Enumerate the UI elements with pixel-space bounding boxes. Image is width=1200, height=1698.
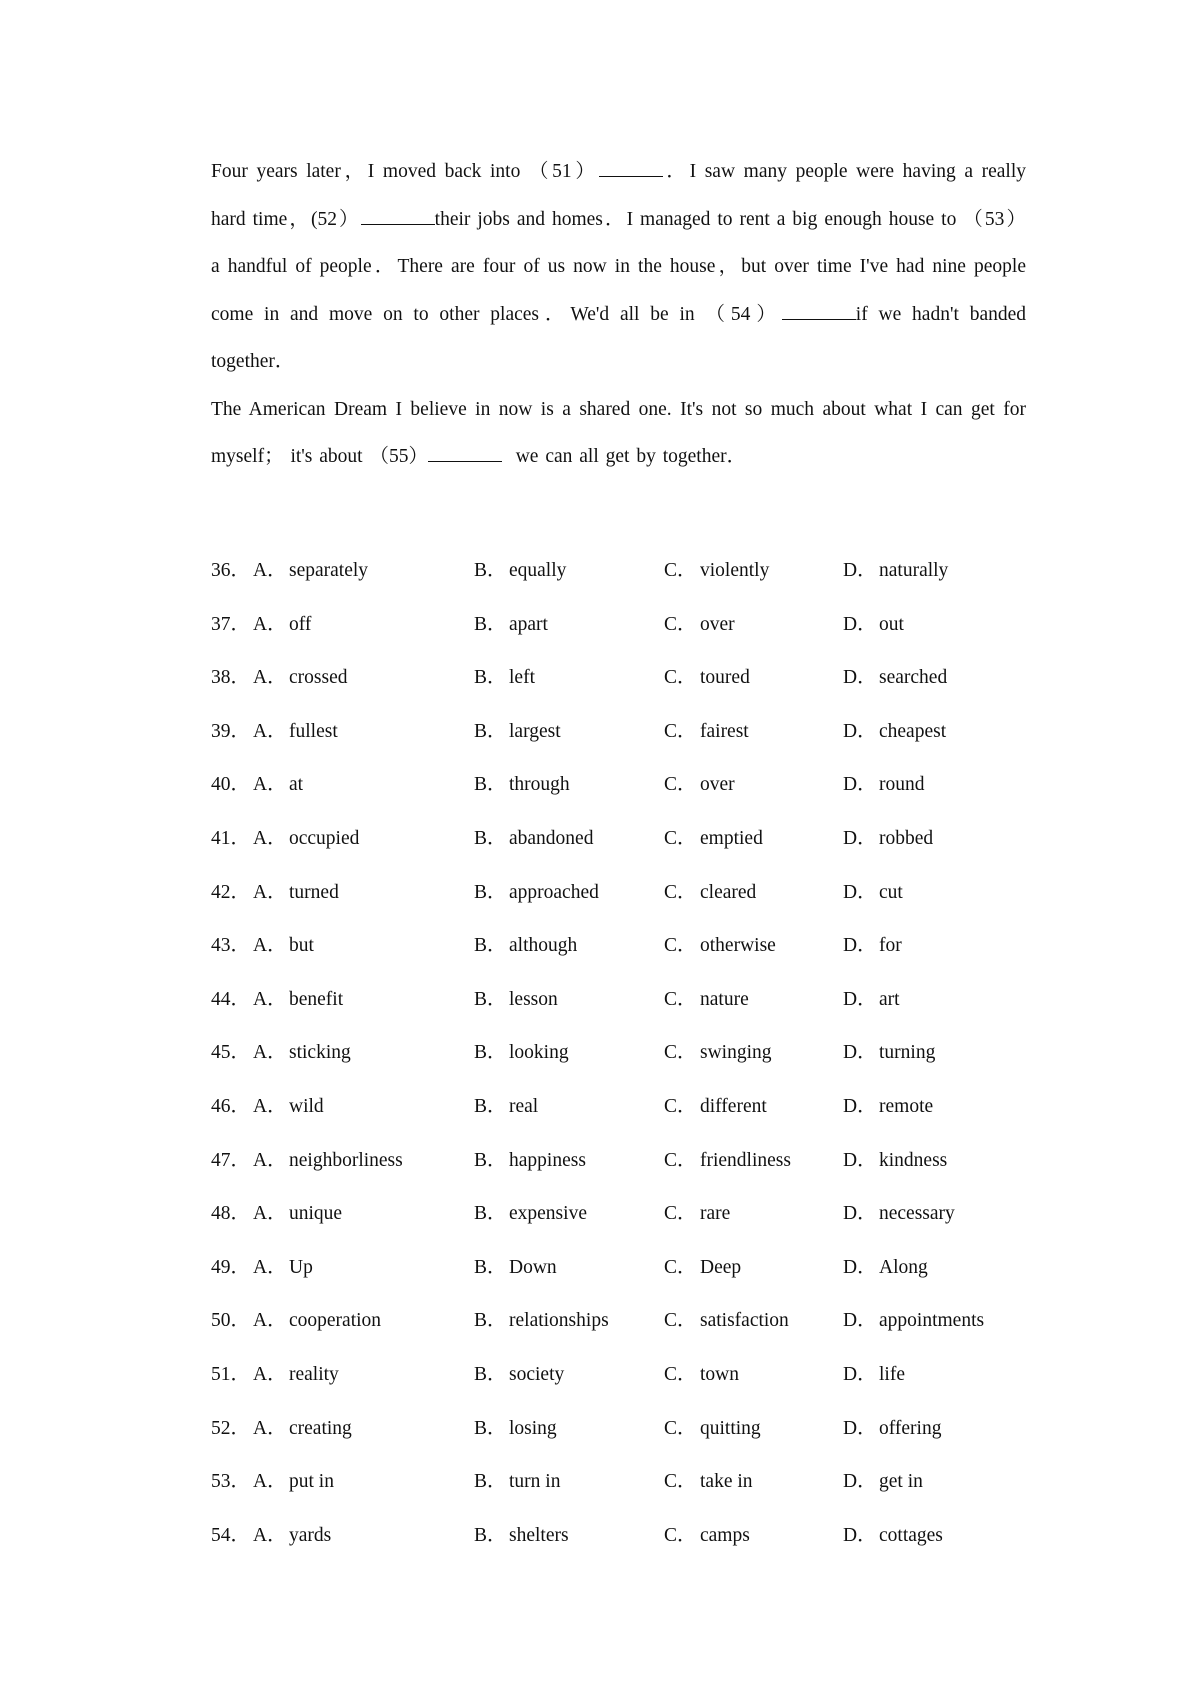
option-letter-a: A． bbox=[253, 1042, 287, 1064]
option-c: fairest bbox=[700, 720, 749, 742]
option-letter-d: D． bbox=[843, 1363, 877, 1385]
answer-blank-52 bbox=[361, 202, 435, 224]
option-letter-d: D． bbox=[843, 1149, 877, 1171]
question-number: 36． bbox=[211, 560, 251, 581]
option-letter-b: B． bbox=[474, 667, 507, 689]
option-d: robbed bbox=[879, 827, 934, 849]
option-letter-d: D． bbox=[843, 560, 877, 581]
passage-text: we can all get by together． bbox=[501, 446, 747, 467]
option-row bbox=[211, 598, 1026, 652]
option-letter-b: B． bbox=[474, 613, 507, 635]
option-letter-a: A． bbox=[253, 935, 287, 957]
option-letter-d: D． bbox=[843, 1203, 877, 1225]
question-number: 43． bbox=[211, 935, 251, 957]
option-letter-d: D． bbox=[843, 827, 877, 849]
option-c: friendliness bbox=[700, 1149, 791, 1171]
option-letter-d: D． bbox=[843, 1256, 877, 1278]
question-number: 42． bbox=[211, 881, 251, 903]
option-letter-c: C． bbox=[664, 1363, 697, 1385]
option-row bbox=[211, 1294, 1026, 1348]
option-letter-a: A． bbox=[253, 1524, 287, 1546]
option-letter-a: A． bbox=[253, 1471, 287, 1493]
option-letter-a: A． bbox=[253, 827, 287, 849]
option-b: abandoned bbox=[509, 827, 594, 849]
option-c: toured bbox=[700, 667, 750, 689]
option-letter-a: A． bbox=[253, 1095, 287, 1117]
option-letter-b: B． bbox=[474, 1203, 507, 1225]
option-d: cut bbox=[879, 881, 903, 903]
option-b: losing bbox=[509, 1417, 557, 1439]
option-a: at bbox=[289, 774, 304, 796]
option-letter-d: D． bbox=[843, 613, 877, 635]
option-letter-b: B． bbox=[474, 774, 507, 796]
option-letter-c: C． bbox=[664, 774, 697, 796]
passage-line bbox=[211, 148, 1026, 196]
option-a: yards bbox=[289, 1524, 332, 1546]
question-number: 50． bbox=[211, 1310, 251, 1332]
option-b: turn in bbox=[509, 1471, 561, 1493]
passage-text: a handful of people．There are four of us now in the house，but over time I've had nine people bbox=[211, 256, 1026, 277]
question-number: 49． bbox=[211, 1256, 251, 1278]
option-a: sticking bbox=[289, 1042, 351, 1064]
option-letter-b: B． bbox=[474, 1149, 507, 1171]
option-letter-a: A． bbox=[253, 613, 287, 635]
option-a: cooperation bbox=[289, 1310, 382, 1332]
option-row bbox=[211, 651, 1026, 705]
question-number: 51． bbox=[211, 1363, 251, 1385]
option-row bbox=[211, 812, 1026, 866]
option-d: round bbox=[879, 774, 925, 796]
option-letter-c: C． bbox=[664, 1149, 697, 1171]
option-letter-b: B． bbox=[474, 1256, 507, 1278]
option-b: through bbox=[509, 774, 570, 796]
option-a: turned bbox=[289, 881, 339, 903]
question-number: 45． bbox=[211, 1042, 251, 1064]
question-number: 47． bbox=[211, 1149, 251, 1171]
option-letter-d: D． bbox=[843, 774, 877, 796]
option-letter-a: A． bbox=[253, 774, 287, 796]
option-letter-a: A． bbox=[253, 667, 287, 689]
option-c: quitting bbox=[700, 1417, 761, 1439]
option-d: turning bbox=[879, 1042, 936, 1064]
option-d: art bbox=[879, 988, 900, 1010]
option-b: expensive bbox=[509, 1203, 587, 1225]
option-row bbox=[211, 1134, 1026, 1188]
option-row bbox=[211, 1402, 1026, 1456]
option-letter-c: C． bbox=[664, 1256, 697, 1278]
option-a: put in bbox=[289, 1471, 334, 1493]
option-d: cottages bbox=[879, 1524, 943, 1546]
option-row bbox=[211, 1026, 1026, 1080]
option-row bbox=[211, 758, 1026, 812]
option-d: get in bbox=[879, 1471, 923, 1493]
passage-text: together． bbox=[211, 351, 295, 372]
option-a: fullest bbox=[289, 720, 338, 742]
option-b: although bbox=[509, 935, 578, 957]
option-letter-d: D． bbox=[843, 1310, 877, 1332]
option-letter-d: D． bbox=[843, 935, 877, 957]
option-a: creating bbox=[289, 1417, 352, 1439]
option-letter-d: D． bbox=[843, 1095, 877, 1117]
option-letter-d: D． bbox=[843, 720, 877, 742]
option-c: town bbox=[700, 1363, 739, 1385]
option-c: take in bbox=[700, 1471, 753, 1493]
option-letter-c: C． bbox=[664, 1203, 697, 1225]
option-c: cleared bbox=[700, 881, 757, 903]
question-number: 40． bbox=[211, 774, 251, 796]
option-letter-a: A． bbox=[253, 1363, 287, 1385]
option-letter-d: D． bbox=[843, 667, 877, 689]
question-number: 41． bbox=[211, 827, 251, 849]
option-c: over bbox=[700, 774, 735, 796]
question-number: 48． bbox=[211, 1203, 251, 1225]
question-number: 38． bbox=[211, 667, 251, 689]
passage-text: ．I saw many people were having a really bbox=[662, 161, 1026, 182]
option-letter-a: A． bbox=[253, 988, 287, 1010]
option-a: wild bbox=[289, 1095, 324, 1117]
answer-blank-55 bbox=[428, 440, 502, 462]
option-a: unique bbox=[289, 1203, 343, 1225]
option-d: kindness bbox=[879, 1149, 948, 1171]
answer-blank-51 bbox=[599, 155, 663, 177]
option-c: over bbox=[700, 613, 735, 635]
option-c: nature bbox=[700, 988, 749, 1010]
option-letter-a: A． bbox=[253, 1203, 287, 1225]
option-c: camps bbox=[700, 1524, 750, 1546]
passage-text: myself； it's about （55） bbox=[211, 446, 428, 467]
option-letter-b: B． bbox=[474, 1095, 507, 1117]
option-letter-d: D． bbox=[843, 881, 877, 903]
passage-line bbox=[211, 291, 1026, 339]
option-row bbox=[211, 1348, 1026, 1402]
question-number: 54． bbox=[211, 1524, 251, 1546]
option-d: offering bbox=[879, 1417, 942, 1439]
passage-text: come in and move on to other places．We'd all be in （54） bbox=[211, 303, 782, 325]
option-a: but bbox=[289, 935, 314, 957]
passage-line bbox=[211, 433, 1026, 481]
option-letter-b: B． bbox=[474, 720, 507, 742]
option-letter-a: A． bbox=[253, 1417, 287, 1439]
option-letter-d: D． bbox=[843, 1042, 877, 1064]
option-a: separately bbox=[289, 560, 369, 581]
option-a: reality bbox=[289, 1363, 339, 1385]
option-letter-a: A． bbox=[253, 881, 287, 903]
option-b: left bbox=[509, 667, 535, 689]
option-d: life bbox=[879, 1363, 905, 1385]
option-letter-c: C． bbox=[664, 720, 697, 742]
option-letter-d: D． bbox=[843, 988, 877, 1010]
question-number: 37． bbox=[211, 613, 251, 635]
answer-options-list bbox=[211, 544, 1026, 1562]
option-letter-c: C． bbox=[664, 1471, 697, 1493]
option-letter-c: C． bbox=[664, 1042, 697, 1064]
passage-text: Four years later，I moved back into （51） bbox=[211, 161, 599, 182]
option-letter-b: B． bbox=[474, 1363, 507, 1385]
option-letter-d: D． bbox=[843, 1471, 877, 1493]
option-row bbox=[211, 866, 1026, 920]
option-b: largest bbox=[509, 720, 561, 742]
option-row bbox=[211, 1241, 1026, 1295]
option-row bbox=[211, 1187, 1026, 1241]
passage-line bbox=[211, 196, 1026, 244]
option-c: different bbox=[700, 1095, 767, 1117]
option-letter-c: C． bbox=[664, 667, 697, 689]
option-letter-a: A． bbox=[253, 1310, 287, 1332]
option-letter-c: C． bbox=[664, 1417, 697, 1439]
answer-blank-54 bbox=[782, 297, 856, 319]
option-letter-a: A． bbox=[253, 720, 287, 742]
option-c: otherwise bbox=[700, 935, 776, 957]
passage bbox=[211, 148, 1026, 481]
option-d: necessary bbox=[879, 1203, 955, 1225]
option-row bbox=[211, 919, 1026, 973]
option-d: remote bbox=[879, 1095, 934, 1117]
option-b: Down bbox=[509, 1256, 557, 1278]
option-d: for bbox=[879, 935, 902, 957]
option-c: swinging bbox=[700, 1042, 772, 1064]
option-letter-a: A． bbox=[253, 560, 287, 581]
option-b: lesson bbox=[509, 988, 558, 1010]
option-letter-d: D． bbox=[843, 1524, 877, 1546]
option-a: off bbox=[289, 613, 312, 635]
option-letter-b: B． bbox=[474, 1042, 507, 1064]
question-number: 44． bbox=[211, 988, 251, 1010]
option-b: happiness bbox=[509, 1149, 586, 1171]
option-b: relationships bbox=[509, 1310, 609, 1332]
option-b: equally bbox=[509, 560, 567, 581]
option-letter-b: B． bbox=[474, 560, 507, 581]
option-letter-b: B． bbox=[474, 827, 507, 849]
option-row bbox=[211, 1509, 1026, 1563]
option-letter-c: C． bbox=[664, 988, 697, 1010]
option-row bbox=[211, 1455, 1026, 1509]
passage-text: if we hadn't banded bbox=[855, 303, 1027, 325]
option-c: violently bbox=[700, 560, 770, 581]
option-letter-c: C． bbox=[664, 935, 697, 957]
option-letter-b: B． bbox=[474, 935, 507, 957]
question-number: 46． bbox=[211, 1095, 251, 1117]
option-b: apart bbox=[509, 613, 548, 635]
passage-line bbox=[211, 243, 1026, 291]
option-a: neighborliness bbox=[289, 1149, 403, 1171]
option-a: crossed bbox=[289, 667, 348, 689]
option-c: satisfaction bbox=[700, 1310, 789, 1332]
option-letter-a: A． bbox=[253, 1149, 287, 1171]
option-letter-c: C． bbox=[664, 1524, 697, 1546]
option-b: shelters bbox=[509, 1524, 569, 1546]
option-d: cheapest bbox=[879, 720, 947, 742]
option-a: benefit bbox=[289, 988, 344, 1010]
option-d: Along bbox=[879, 1256, 928, 1278]
option-letter-b: B． bbox=[474, 1417, 507, 1439]
option-letter-b: B． bbox=[474, 988, 507, 1010]
option-row bbox=[211, 705, 1026, 759]
option-b: looking bbox=[509, 1042, 569, 1064]
option-c: rare bbox=[700, 1203, 731, 1225]
passage-text: their jobs and homes．I managed to rent a big enough house to （53） bbox=[434, 208, 1026, 230]
option-row bbox=[211, 544, 1026, 598]
option-c: Deep bbox=[700, 1256, 742, 1278]
option-letter-c: C． bbox=[664, 1310, 697, 1332]
option-letter-b: B． bbox=[474, 1471, 507, 1493]
option-letter-c: C． bbox=[664, 560, 697, 581]
option-a: occupied bbox=[289, 827, 360, 849]
question-number: 39． bbox=[211, 720, 251, 742]
option-letter-d: D． bbox=[843, 1417, 877, 1439]
option-d: naturally bbox=[879, 560, 949, 581]
option-letter-a: A． bbox=[253, 1256, 287, 1278]
option-letter-c: C． bbox=[664, 613, 697, 635]
option-a: Up bbox=[289, 1256, 313, 1278]
passage-text: hard time，(52） bbox=[211, 208, 361, 230]
option-letter-b: B． bbox=[474, 881, 507, 903]
option-letter-c: C． bbox=[664, 1095, 697, 1117]
passage-line bbox=[211, 338, 1026, 386]
passage-line bbox=[211, 386, 1026, 434]
question-number: 52． bbox=[211, 1417, 251, 1439]
option-c: emptied bbox=[700, 827, 763, 849]
option-b: society bbox=[509, 1363, 565, 1385]
option-letter-c: C． bbox=[664, 881, 697, 903]
option-letter-b: B． bbox=[474, 1524, 507, 1546]
option-d: out bbox=[879, 613, 904, 635]
passage-text: The American Dream I believe in now is a shared one. It's not so much about what I can get for bbox=[211, 398, 1026, 420]
option-d: appointments bbox=[879, 1310, 985, 1332]
option-row bbox=[211, 973, 1026, 1027]
option-b: real bbox=[509, 1095, 539, 1117]
option-b: approached bbox=[509, 881, 599, 903]
option-d: searched bbox=[879, 667, 948, 689]
option-letter-b: B． bbox=[474, 1310, 507, 1332]
option-letter-c: C． bbox=[664, 827, 697, 849]
option-row bbox=[211, 1080, 1026, 1134]
question-number: 53． bbox=[211, 1471, 251, 1493]
